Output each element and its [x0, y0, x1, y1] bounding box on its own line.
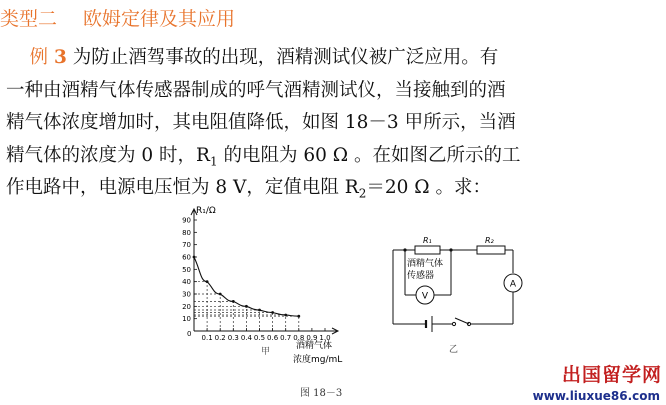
chart-point: [258, 309, 261, 312]
chart-point: [193, 256, 196, 259]
chart-y-tick-label: 10: [182, 315, 191, 324]
chart-point: [219, 293, 222, 296]
chart-axes: [191, 209, 338, 334]
r2-label: R₂: [485, 236, 494, 245]
problem-text: [6, 42, 656, 205]
line-4b-text: 的电阻为 60 Ω 。在如图乙所示的工: [217, 144, 521, 166]
chart-x-tick-label: 0.1: [201, 334, 213, 342]
problem-line-1: [6, 42, 656, 75]
chart-x-ticks: [202, 328, 331, 342]
chart-point: [245, 305, 248, 308]
section-title: 欧姆定律及其应用: [83, 8, 236, 30]
section-label: 类型二: [0, 8, 58, 30]
chart-point: [206, 280, 209, 283]
section-heading: [0, 4, 235, 31]
chart-y-tick-label: 60: [182, 253, 191, 262]
problem-line-3: 精气体浓度增加时，其电阻值降低，如图 18－3 甲所示，当酒: [6, 112, 516, 133]
chart-y-tick-label: 80: [182, 228, 191, 237]
chart-y-tick-label: 50: [182, 265, 191, 274]
chart-y-ticks: [182, 217, 197, 324]
chart-origin-label: 0: [187, 330, 192, 338]
chart-x-tick-label: 0.2: [214, 334, 226, 342]
circuit-diagram: [385, 228, 525, 360]
figure-a-label: 甲: [261, 347, 271, 357]
chart-y-tick-label: 40: [182, 278, 191, 287]
chart-x-label-line-2: 浓度mg/mL: [293, 355, 343, 365]
line-5a-text: 作电路中，电源电压恒为 8 V，定值电阻 R: [6, 177, 359, 198]
chart-point: [271, 311, 274, 314]
line-1-text: 为防止酒驾事故的出现，酒精测试仪被广泛应用。有: [72, 47, 499, 68]
chart-x-tick-label: 0.8: [293, 334, 305, 342]
line-5b-text: ＝20 Ω 。求：: [366, 177, 491, 198]
example-number: 3: [53, 47, 67, 68]
chart-point: [297, 315, 300, 318]
chart-x-tick-label: 1.0: [319, 334, 331, 342]
sensor-label-line-1: 酒精气体: [407, 259, 444, 269]
chart-x-tick-label: 0.5: [253, 334, 266, 342]
problem-line-2: 一种由酒精气体传感器制成的呼气酒精测试仪，当接触到的酒: [6, 79, 506, 101]
chart-x-tick-label: 0.4: [240, 334, 252, 342]
problem-line-4: [6, 140, 656, 173]
chart-y-label: R₁/Ω: [196, 206, 216, 216]
line-4a-text: 精气体的浓度为 0 时，R: [6, 144, 210, 166]
example-prefix: 例: [29, 47, 49, 68]
r1-subscript: 1: [209, 154, 218, 169]
chart-point: [232, 300, 235, 303]
resistance-chart: [160, 205, 370, 370]
chart-y-tick-label: 90: [182, 216, 191, 225]
problem-line-5: [6, 172, 656, 205]
chart-x-tick-label: 0.9: [306, 334, 318, 342]
chart-points: [193, 256, 301, 318]
voltmeter-label: V: [421, 291, 429, 302]
sensor-label-line-2: 传感器: [407, 271, 435, 281]
figure-b-label: 乙: [449, 345, 459, 355]
chart-y-tick-label: 20: [182, 302, 191, 311]
ammeter-label: A: [509, 279, 517, 290]
r1-resistor: [415, 246, 440, 254]
r2-resistor: [477, 246, 505, 254]
chart-x-tick-label: 0.3: [227, 334, 239, 342]
chart-point: [284, 314, 287, 317]
r1-label: R₁: [423, 236, 432, 245]
chart-x-tick-label: 0.7: [280, 334, 292, 342]
chart-y-tick-label: 70: [182, 241, 191, 250]
watermark-site: www.liuxue86.com: [532, 389, 660, 403]
figure-caption: 图 18－3: [300, 388, 343, 399]
watermark-brand: 出国留学网: [561, 364, 662, 386]
chart-y-tick-label: 30: [182, 290, 191, 299]
r2-subscript: 2: [358, 186, 367, 201]
chart-x-tick-label: 0.6: [267, 334, 279, 342]
chart-x-label-line-1: 酒精气体: [296, 341, 333, 351]
